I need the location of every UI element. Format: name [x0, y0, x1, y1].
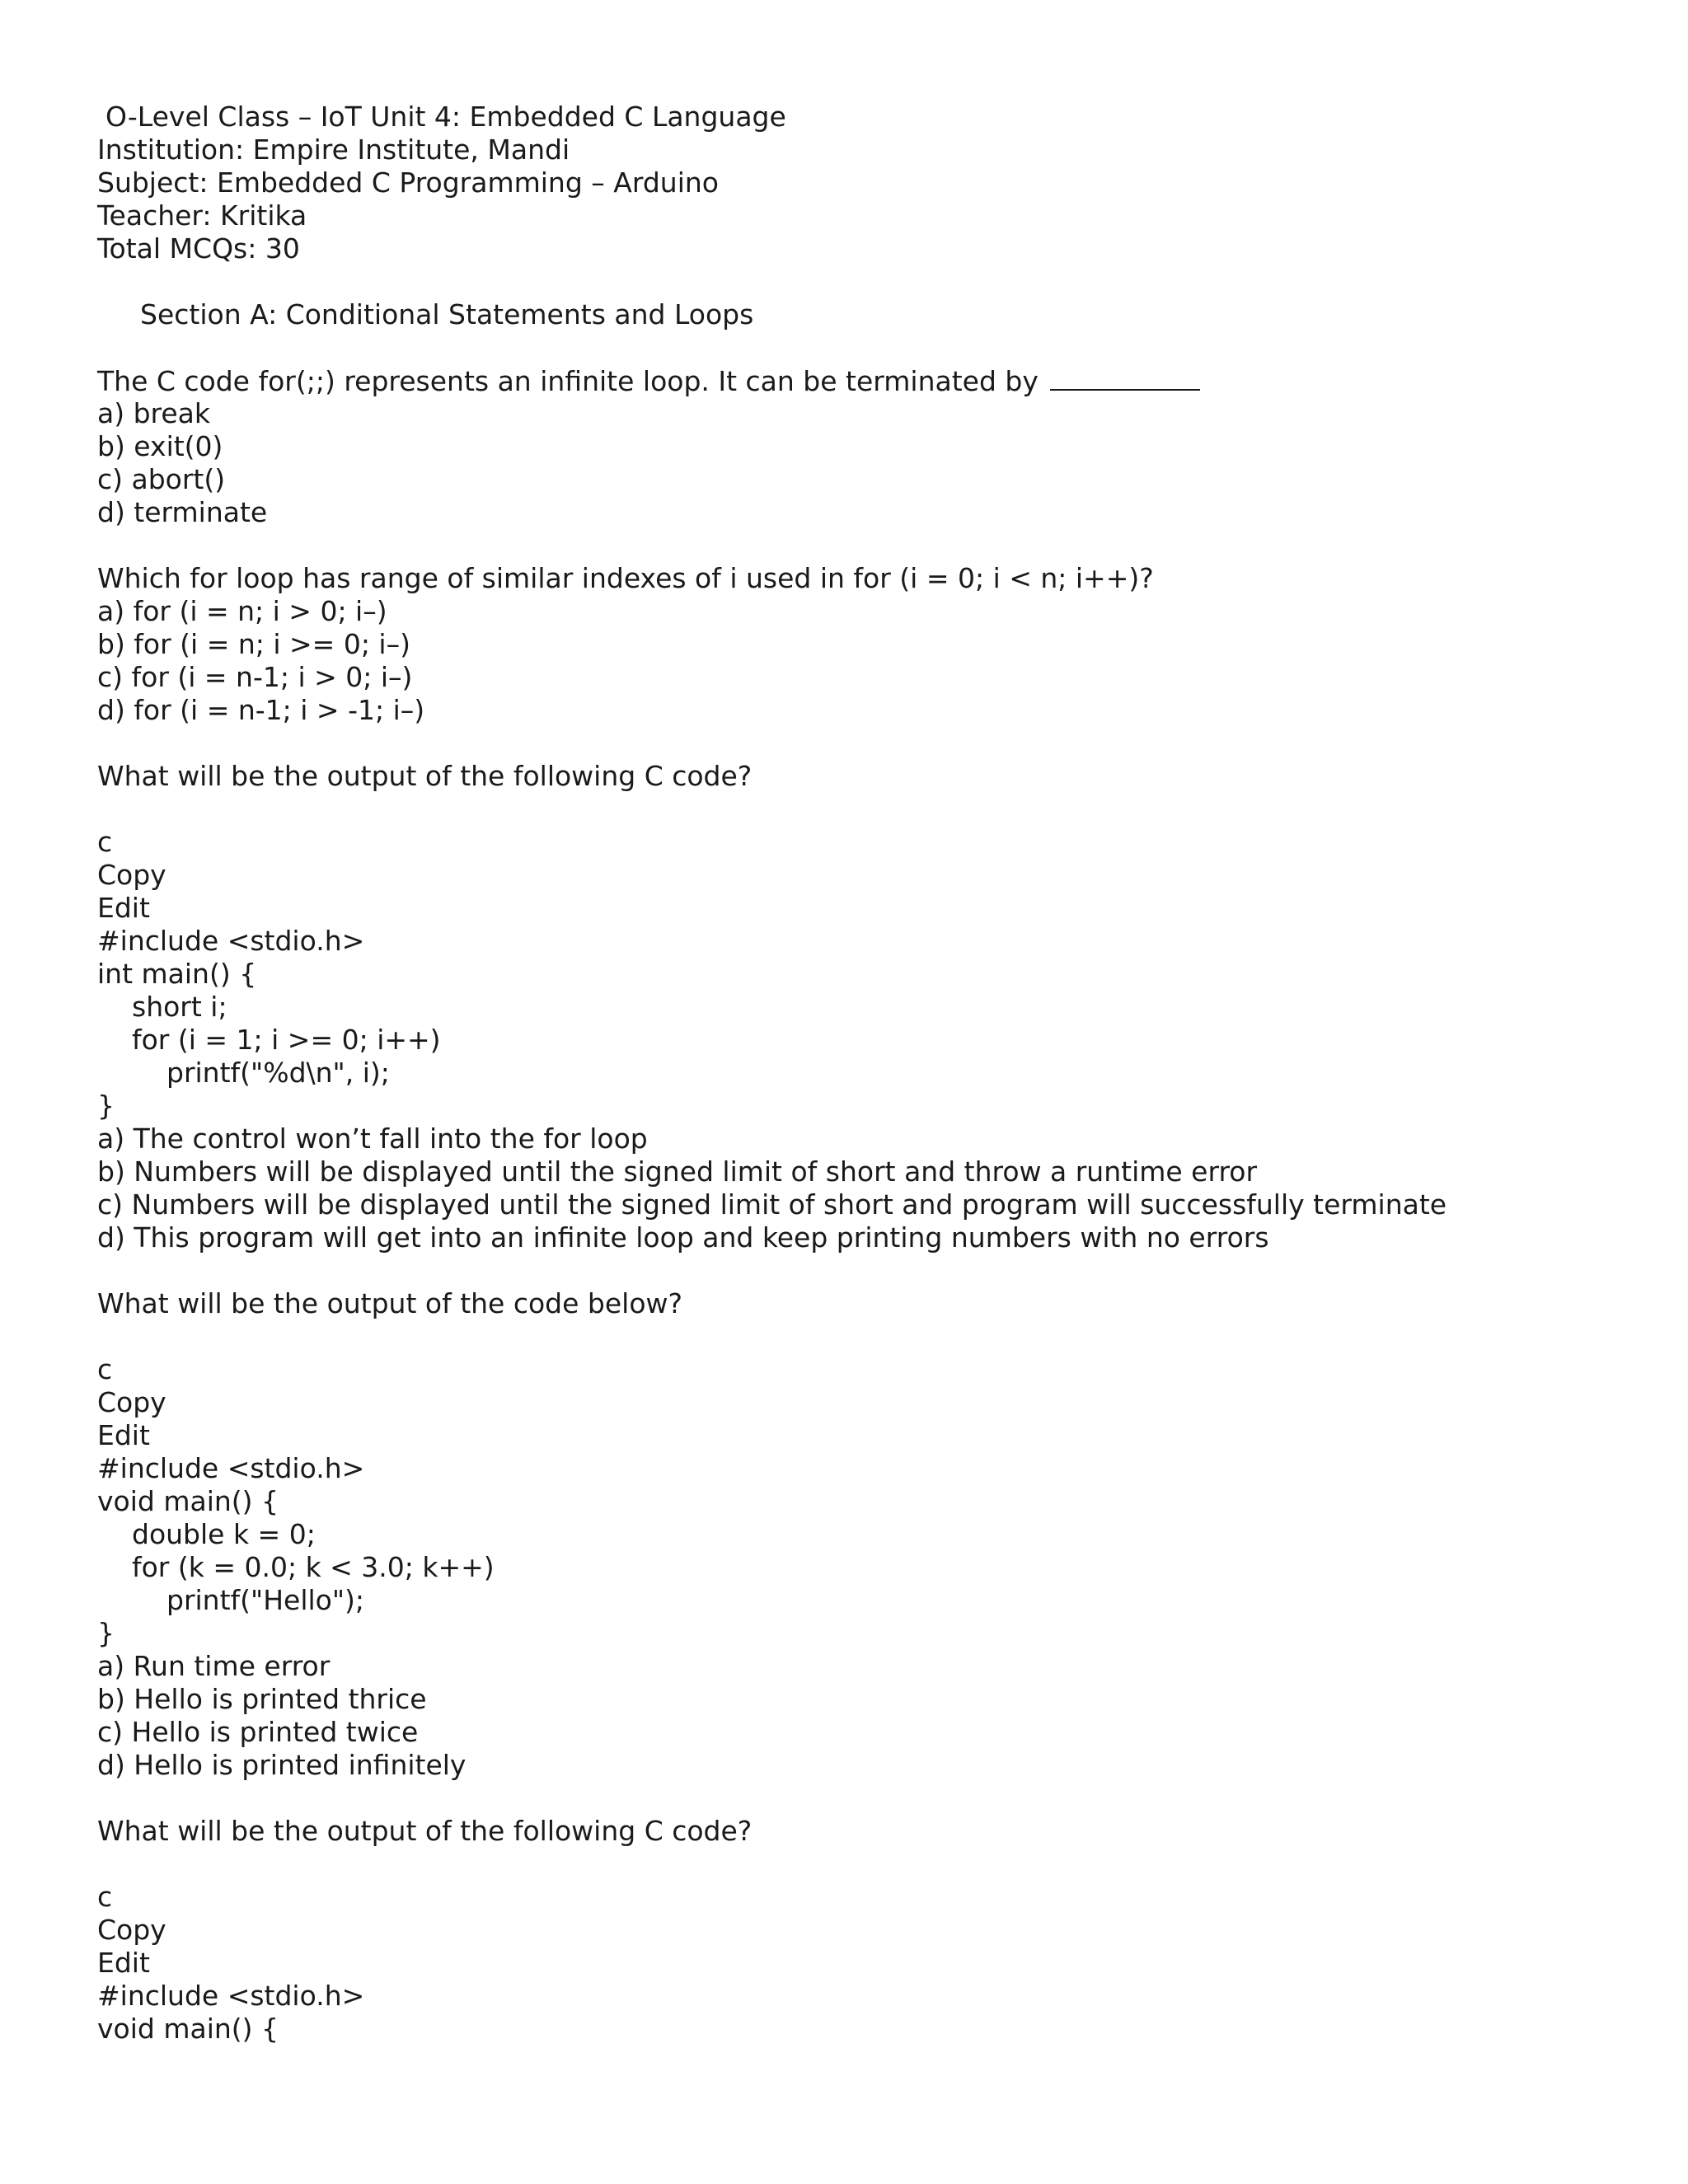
option-d: d) for (i = n-1; i > -1; i–)	[97, 694, 425, 726]
code-line: #include <stdio.h>	[97, 1452, 365, 1484]
teacher-line: Teacher: Kritika	[97, 199, 307, 232]
option-c: c) for (i = n-1; i > 0; i–)	[97, 661, 413, 693]
option-d: d) Hello is printed infinitely	[97, 1749, 467, 1781]
code-line: short i;	[132, 991, 227, 1023]
section-title: Section A: Conditional Statements and Loops	[140, 298, 754, 330]
spacer	[97, 727, 1630, 760]
spacer	[97, 265, 1630, 298]
question-4	[97, 1287, 1630, 1782]
code-line: for (i = 1; i >= 0; i++)	[132, 1024, 441, 1056]
code-line: #include <stdio.h>	[97, 1980, 365, 2012]
copy-label: Copy	[97, 1386, 166, 1418]
code-line: for (k = 0.0; k < 3.0; k++)	[132, 1551, 495, 1583]
option-a: a) for (i = n; i > 0; i–)	[97, 595, 387, 627]
code-line: #include <stdio.h>	[97, 925, 365, 957]
edit-label: Edit	[97, 1947, 150, 1979]
doc-title: O-Level Class – IoT Unit 4: Embedded C Language	[106, 101, 786, 133]
fill-in-blank	[1050, 364, 1200, 391]
question-3	[97, 760, 1630, 1254]
code-line: void main() {	[97, 1485, 279, 1517]
code-lang-label: c	[97, 826, 113, 858]
code-lang-label: c	[97, 1881, 113, 1913]
document-page	[97, 101, 1630, 2046]
question-2	[97, 562, 1630, 727]
document-header	[97, 101, 1630, 265]
edit-label: Edit	[97, 892, 150, 924]
code-line: double k = 0;	[132, 1518, 316, 1550]
option-c: c) Numbers will be displayed until the signed limit of short and program will successfully terminate	[97, 1188, 1447, 1221]
option-b: b) exit(0)	[97, 430, 223, 462]
total-mcqs-line: Total MCQs: 30	[97, 232, 300, 265]
question-text: What will be the output of the following C code?	[97, 760, 753, 792]
subject-line: Subject: Embedded C Programming – Arduino	[97, 166, 719, 199]
option-c: c) Hello is printed twice	[97, 1716, 419, 1748]
option-b: b) for (i = n; i >= 0; i–)	[97, 628, 410, 660]
question-text-content: The C code for(;;) represents an infinite loop. It can be terminated by	[97, 365, 1039, 397]
edit-label: Edit	[97, 1419, 150, 1451]
copy-label: Copy	[97, 859, 166, 891]
option-b: b) Hello is printed thrice	[97, 1683, 427, 1715]
question-text	[97, 364, 1630, 397]
spacer	[97, 1320, 1630, 1353]
spacer	[97, 1782, 1630, 1815]
code-line: }	[97, 1090, 115, 1122]
code-line: }	[97, 1617, 115, 1649]
question-text: Which for loop has range of similar indexes of i used in for (i = 0; i < n; i++)?	[97, 562, 1154, 594]
option-a: a) break	[97, 397, 211, 429]
option-b: b) Numbers will be displayed until the signed limit of short and throw a runtime error	[97, 1155, 1258, 1188]
spacer	[97, 1848, 1630, 1881]
question-1	[97, 364, 1630, 529]
spacer	[97, 1254, 1630, 1287]
institution-line: Institution: Empire Institute, Mandi	[97, 134, 570, 166]
option-a: a) Run time error	[97, 1650, 331, 1682]
spacer	[97, 529, 1630, 562]
copy-label: Copy	[97, 1914, 166, 1946]
code-line: printf("Hello");	[166, 1584, 365, 1616]
code-line: void main() {	[97, 2013, 279, 2045]
option-c: c) abort()	[97, 463, 226, 495]
question-text: What will be the output of the code below?	[97, 1287, 683, 1319]
option-d: d) This program will get into an infinite loop and keep printing numbers with no errors	[97, 1221, 1269, 1254]
option-d: d) terminate	[97, 496, 268, 528]
code-line: int main() {	[97, 958, 257, 990]
question-5	[97, 1815, 1630, 2046]
spacer	[97, 793, 1630, 826]
code-line: printf("%d\n", i);	[166, 1057, 390, 1089]
option-a: a) The control won’t fall into the for loop	[97, 1122, 648, 1155]
code-lang-label: c	[97, 1353, 113, 1385]
spacer	[97, 331, 1630, 364]
question-text: What will be the output of the following C code?	[97, 1815, 753, 1847]
